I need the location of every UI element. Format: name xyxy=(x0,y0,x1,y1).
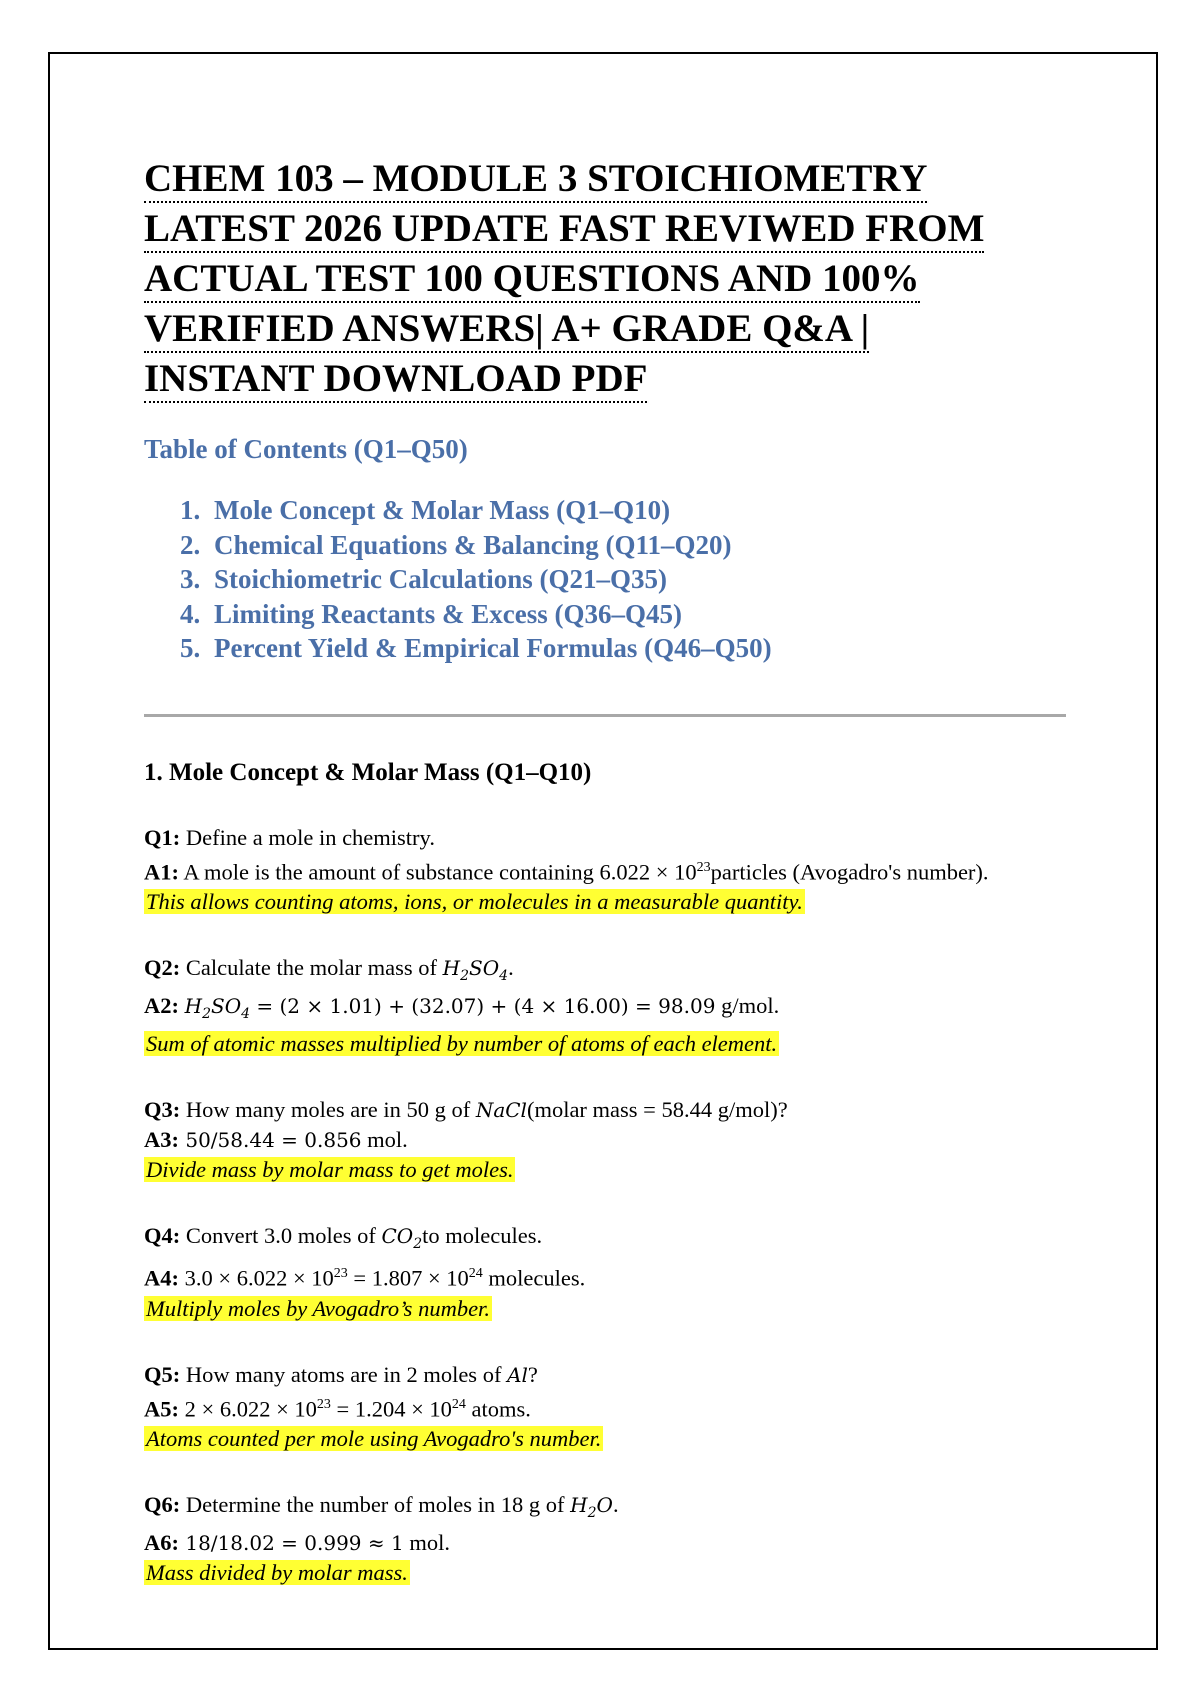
exponent: 24 xyxy=(451,1396,466,1412)
toc-item[interactable] xyxy=(180,597,1074,632)
formula-part: SO xyxy=(469,956,500,980)
question-text: How many moles are in 50 g of xyxy=(180,1097,476,1122)
toc-item-number: 2. xyxy=(180,529,201,560)
exponent: 23 xyxy=(333,1266,348,1281)
question-text: . xyxy=(612,1492,619,1517)
answer-text: = 1.204 × 10 xyxy=(330,1396,452,1421)
question-line xyxy=(144,1360,1074,1390)
exponent: 24 xyxy=(468,1266,483,1281)
formula-part: O xyxy=(596,1493,613,1517)
toc-item[interactable] xyxy=(180,562,1074,597)
answer-unit: g/mol. xyxy=(715,993,780,1018)
answer-unit: mol. xyxy=(361,1127,408,1152)
formula: Al xyxy=(507,1362,528,1387)
formula-part: H xyxy=(442,956,461,980)
question-text: to molecules. xyxy=(422,1223,543,1248)
toc-list xyxy=(180,493,1074,666)
formula xyxy=(442,956,509,984)
question-label: Q3: xyxy=(144,1097,181,1122)
answer-line xyxy=(144,1259,1074,1294)
highlighted-note: Multiply moles by Avogadro’s number. xyxy=(146,1295,490,1321)
answer-equation: 50/58.44 = 0.856 xyxy=(179,1128,362,1152)
title-line: VERIFIED ANSWERS| A+ GRADE Q&A | xyxy=(144,307,869,353)
answer-line xyxy=(144,1125,1074,1155)
question-line xyxy=(144,1490,1074,1528)
title-line: LATEST 2026 UPDATE FAST REVIWED FROM xyxy=(144,207,984,253)
answer-text: 3.0 × 6.022 × 10 xyxy=(179,1265,334,1291)
formula-subscript: 2 xyxy=(413,1236,423,1252)
question-text: . xyxy=(508,955,514,980)
title-line: CHEM 103 – MODULE 3 STOICHIOMETRY xyxy=(144,157,927,203)
answer-label: A3: xyxy=(144,1127,179,1152)
qa-block-1 xyxy=(144,823,1074,918)
qa-block-6 xyxy=(144,1490,1074,1588)
question-text: How many atoms are in 2 moles of xyxy=(180,1361,508,1387)
page-content xyxy=(144,154,1074,1588)
question-label: Q5: xyxy=(144,1361,181,1387)
toc-item-label: Chemical Equations & Balancing (Q11–Q20) xyxy=(214,529,732,560)
title-line: INSTANT DOWNLOAD PDF xyxy=(144,357,647,403)
answer-unit: mol. xyxy=(403,1530,450,1555)
toc-item[interactable] xyxy=(180,493,1074,528)
answer-text: 2 × 6.022 × 10 xyxy=(179,1396,317,1421)
highlighted-note: Sum of atomic masses multiplied by number of atoms of each element. xyxy=(146,1031,778,1056)
answer-text: molecules. xyxy=(482,1265,586,1291)
toc-item-number: 5. xyxy=(180,633,201,663)
highlighted-note: Atoms counted per mole using Avogadro's number. xyxy=(146,1426,602,1451)
toc-item-label: Mole Concept & Molar Mass (Q1–Q10) xyxy=(214,495,671,525)
formula xyxy=(570,1493,613,1521)
answer-label: A2: xyxy=(144,993,179,1018)
question-line xyxy=(144,1095,1074,1125)
answer-label: A4: xyxy=(144,1265,179,1291)
answer-equation: = (2 × 1.01) + (32.07) + (4 × 16.00) = 98.09 xyxy=(250,994,716,1018)
answer-text: atoms. xyxy=(465,1396,531,1421)
highlighted-note: Divide mass by molar mass to get moles. xyxy=(146,1157,514,1182)
section-heading: 1. Mole Concept & Molar Mass (Q1–Q10) xyxy=(144,758,592,786)
question-text: ? xyxy=(527,1361,538,1387)
question-text: (molar mass = 58.44 g/mol)? xyxy=(526,1097,788,1122)
formula-subscript: 2 xyxy=(460,968,470,984)
question-line xyxy=(144,1221,1074,1259)
answer-line xyxy=(144,853,1074,888)
answer-label: A1: xyxy=(144,859,179,884)
formula-subscript: 4 xyxy=(241,1006,251,1022)
formula-part: SO xyxy=(211,994,242,1018)
toc-item[interactable] xyxy=(180,528,1074,563)
answer-label: A5: xyxy=(144,1396,179,1421)
question-label: Q1: xyxy=(144,824,181,850)
exponent: 23 xyxy=(316,1396,331,1412)
section-divider xyxy=(144,714,1066,717)
toc-item-label: Stoichiometric Calculations (Q21–Q35) xyxy=(214,564,667,594)
qa-block-4 xyxy=(144,1221,1074,1324)
question-line xyxy=(144,953,1074,991)
formula-subscript: 2 xyxy=(587,1505,597,1521)
qa-block-3 xyxy=(144,1095,1074,1185)
question-text: Convert 3.0 moles of xyxy=(180,1223,382,1248)
question-text: Calculate the molar mass of xyxy=(180,955,443,980)
toc-item-number: 3. xyxy=(180,564,201,594)
highlighted-note: This allows counting atoms, ions, or molecules in a measurable quantity. xyxy=(146,889,803,914)
qa-block-2 xyxy=(144,953,1074,1059)
question-line xyxy=(144,823,1074,853)
question-label: Q4: xyxy=(144,1223,181,1248)
toc-item-number: 1. xyxy=(180,495,201,525)
formula-part: H xyxy=(184,994,203,1018)
title-line: ACTUAL TEST 100 QUESTIONS AND 100% xyxy=(144,257,920,303)
question-label: Q2: xyxy=(144,955,181,980)
answer-line xyxy=(144,991,1074,1029)
answer-text: particles (Avogadro's number). xyxy=(710,859,989,884)
document-page xyxy=(48,52,1158,1650)
toc-item-label: Percent Yield & Empirical Formulas (Q46–Q50) xyxy=(214,633,772,663)
highlighted-note: Mass divided by molar mass. xyxy=(146,1560,408,1585)
answer-line xyxy=(144,1528,1074,1558)
document-title xyxy=(144,154,1074,404)
question-text: Determine the number of moles in 18 g of xyxy=(180,1492,571,1517)
answer-label: A6: xyxy=(144,1530,179,1555)
toc-heading: Table of Contents (Q1–Q50) xyxy=(144,434,468,464)
answer-line xyxy=(144,1390,1074,1425)
exponent: 23 xyxy=(696,859,711,875)
answer-text: A mole is the amount of substance containing 6.022 × 10 xyxy=(179,859,697,884)
formula xyxy=(381,1224,423,1252)
question-label: Q6: xyxy=(144,1492,181,1517)
answer-text: = 1.807 × 10 xyxy=(347,1265,469,1291)
qa-block-5 xyxy=(144,1360,1074,1455)
formula-part: H xyxy=(570,1493,588,1517)
formula: NaCl xyxy=(475,1098,527,1122)
toc-item-label: Limiting Reactants & Excess (Q36–Q45) xyxy=(214,598,682,629)
formula-subscript: 4 xyxy=(499,968,509,984)
question-text: Define a mole in chemistry. xyxy=(180,824,435,850)
answer-equation: 18/18.02 = 0.999 ≈ 1 xyxy=(179,1531,404,1555)
toc-item[interactable] xyxy=(180,631,1074,666)
formula xyxy=(184,994,251,1022)
formula-subscript: 2 xyxy=(202,1006,211,1022)
formula-part: CO xyxy=(381,1224,414,1248)
toc-item-number: 4. xyxy=(180,598,201,629)
